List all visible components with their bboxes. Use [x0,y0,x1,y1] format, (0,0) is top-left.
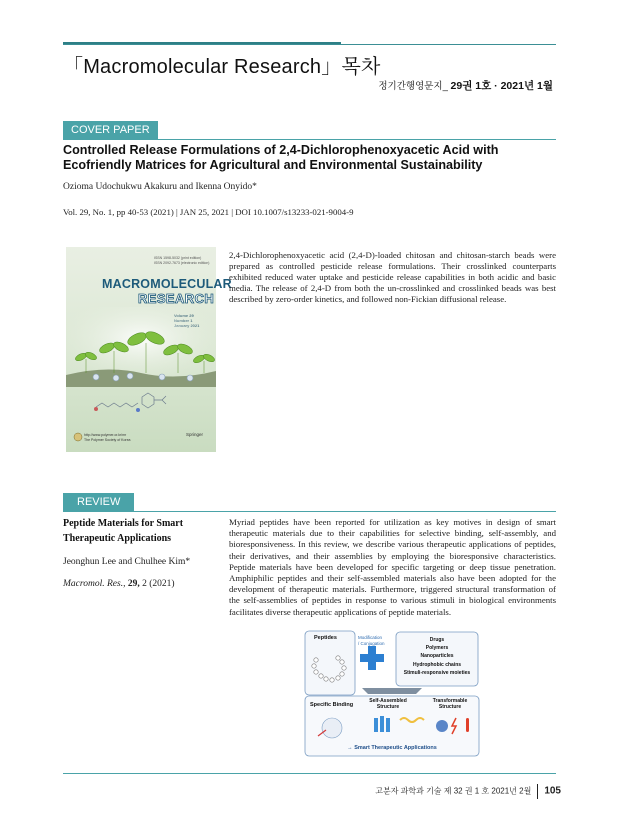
cover-journal-name-2: RESEARCH [138,291,215,306]
fig-list-title: Drugs [429,637,445,643]
review-label: REVIEW [63,493,134,511]
fig-list [396,636,478,677]
citation-rest: 2 (2021) [142,579,175,589]
fig-list-item: Nanoparticles [420,653,454,660]
fig-specific-binding: Specific Binding [310,702,354,708]
footer-rule [63,773,556,774]
fig-peptides: Peptides [314,635,337,641]
review-graphical-abstract [304,630,480,758]
fig-self-assembled: Self-Assembled Structure [369,698,407,710]
cover-article-authors: Ozioma Udochukwu Akakuru and Ikenna Onyido* [63,182,257,192]
footer-journal-info: 고분자 과학과 기술 제 32 권 1 호 2021년 2월 [375,786,532,796]
cover-journal-name-1: MACROMOLECULAR [102,277,232,291]
page-number: 105 [544,785,561,797]
cover-article-title[interactable]: Controlled Release Formulations of 2,4-Dichlorophenoxyacetic Acid with Ecofriendly Matrices for Agricultural and Environmental Sustainability [63,143,499,172]
cover-article-citation: Vol. 29, No. 1, pp 40-53 (2021) | JAN 25, 2021 | DOI 10.1007/s13233-021-9004-9 [63,207,354,217]
journal-cover-image [66,247,232,452]
fig-list-item: Hydrophobic chains [412,661,462,668]
citation-journal: Macromol. Res., [63,579,126,589]
review-article-abstract: Myriad peptides have been reported for utilization as key motives in design of smart therapeutic materials due to their capabilities for selective binding, self-assembly, and bioresponsiveness. In this review, we describe various therapeutic applications of peptides, their derivatives, and their assemblies by employing the bioresponsive characteristics. Peptide materials have been developed for specific targeting or deep tissue penetration. Amphiphilic peptides and their self-assembled materials also have been adopted for the development of therapeutic materials. Furthermore, triggered structural transformation of the self-assemblies of peptides in response to various stimuli in biological environments facilitates diverse therapeutic applications of peptide materials. [229,517,556,617]
footer-divider [537,784,538,799]
citation-volume: 29, [127,579,140,589]
fig-transformable: Transformable Structure [432,698,468,710]
title-part-3: 목차 [341,56,381,78]
cover-url-block [84,433,131,443]
cover-article-abstract: 2,4-Dichlorophenoxyacetic acid (2,4-D)-loaded chitosan and chitosan-starch beads were prepared as controlled pesticide release formulations. Their crosslinked counterparts exhibited reduced water uptake and pesticide release capabilities in both acidic and basic media. The release of 2,4-D from both the un-crosslinked and crosslinked beads was best described by zero-order kinetics, and followed non-Fickian diffusional release. [229,250,556,304]
cover-issn: ISSN 1598-5032 (print edition) ISSN 2092-7673 (electronic edition) [154,256,210,265]
title-part-1: 「Macromolecular [63,56,229,78]
review-rule [63,511,556,512]
issue-volume: 29권 1호 · 2021년 1월 [450,80,553,92]
cover-artwork [66,247,216,452]
issue-label: 정기간행영문지_ [378,81,448,92]
cover-url: http://www.polymer.or.kr/mr [84,433,127,437]
review-article-title[interactable]: Peptide Materials for Smart Therapeutic Applications [63,518,184,544]
cover-publisher: Springer [186,432,204,437]
header-rule [63,44,556,45]
cover-paper-rule [63,139,556,140]
fig-list-item: Polymers [425,645,449,652]
fig-list-item: Stimuli-responsive moieties [403,669,471,676]
review-article-authors: Jeonghun Lee and Chulhee Kim* [63,557,191,567]
fig-modification: Modification / Conjugation [358,635,385,646]
review-article-citation [63,579,175,589]
fig-bottom-caption: → Smart Therapeutic Applications [347,745,437,751]
title-part-2: Research」 [234,56,342,78]
page-title [63,50,380,79]
cover-paper-label: COVER PAPER [63,121,158,139]
issue-info [378,78,553,93]
page-footer [375,784,561,799]
cover-society: The Polymer Society of Korea [84,438,131,442]
